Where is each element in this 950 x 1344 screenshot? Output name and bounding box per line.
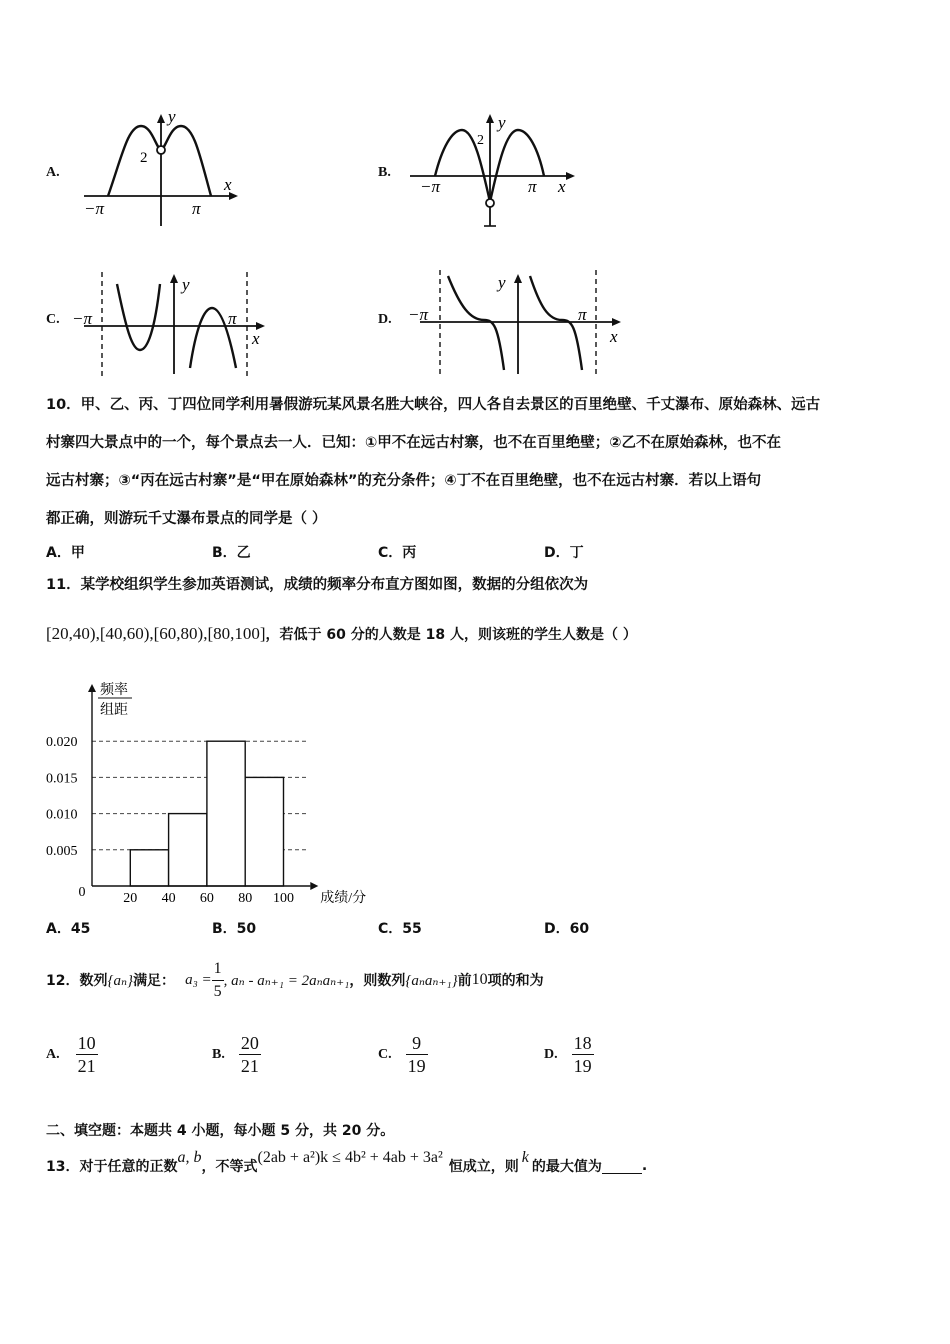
q12-option-c-label: C. (378, 1046, 392, 1062)
q12-prefix: 12．数列 (46, 973, 108, 989)
q12-seq2: {aₙaₙ₊₁} (405, 972, 458, 989)
q12-option-b-num: 20 (240, 1033, 259, 1053)
question-13 (46, 1146, 647, 1186)
bar (130, 850, 168, 886)
q10-option-b[interactable]: B．乙 (212, 545, 251, 561)
q12-mid: 满足： (133, 973, 176, 989)
y-label: y (182, 275, 190, 294)
q11-option-a[interactable]: A．45 (46, 921, 91, 937)
q12-option-a-frac (76, 1032, 98, 1077)
question-12 (46, 950, 544, 1010)
x-label: x (224, 175, 232, 194)
q10-option-c[interactable]: C．丙 (378, 545, 417, 561)
q12-option-b-frac (239, 1032, 261, 1077)
graph-d (404, 266, 634, 380)
bar (169, 814, 207, 886)
q12-option-b[interactable] (212, 1032, 261, 1077)
neg-pi-label: −π (408, 305, 428, 324)
q11-option-b[interactable]: B．50 (212, 921, 257, 937)
option-c-label: C. (46, 312, 60, 327)
q12-option-d-num: 18 (573, 1033, 592, 1053)
y-label-bottom: 组距 (100, 703, 128, 718)
q13-prefix: 13．对于任意的正数 (46, 1159, 178, 1175)
y-tick-label: 0.015 (46, 771, 78, 787)
q11-line-1: 11．某学校组织学生参加英语测试，成绩的频率分布直方图如图，数据的分组依次为 (46, 577, 589, 593)
y-arrow (170, 274, 178, 283)
q11-option-d[interactable]: D．60 (544, 921, 590, 937)
graph-b (400, 108, 585, 230)
x-tick-label: 40 (161, 891, 176, 906)
neg-pi-label: −π (84, 199, 104, 218)
x-tick-label: 60 (199, 891, 214, 906)
neg-pi-label: −π (420, 177, 440, 196)
q12-ten: 10 (471, 971, 488, 988)
left-curve (448, 276, 504, 370)
q12-option-c-frac (406, 1032, 428, 1077)
x-tick-label: 100 (273, 891, 294, 906)
x-arrow (612, 318, 621, 326)
q10-line-4: 都正确，则游玩千丈瀑布景点的同学是（ ） (46, 511, 327, 527)
q12-option-d-den: 19 (573, 1056, 592, 1076)
neg-pi-label: −π (72, 309, 92, 328)
open-point (157, 146, 165, 154)
q13-vars: a, b (177, 1149, 202, 1166)
q11-line-2 (46, 624, 637, 644)
q12-suffix-b: 项的和为 (487, 973, 544, 989)
q12-option-a-den: 21 (77, 1056, 96, 1076)
graph-a (78, 108, 248, 228)
q12-seq: {aₙ} (107, 972, 134, 989)
q12-option-d-frac (572, 1032, 594, 1077)
q13-mid: ，不等式 (201, 1159, 258, 1175)
x-label: x (558, 177, 566, 196)
pi-label: π (528, 177, 537, 196)
pi-label: π (578, 305, 587, 324)
q13-mid2: 恒成立，则 (448, 1159, 519, 1175)
y-label: y (168, 108, 176, 126)
y-arrow (486, 114, 494, 123)
curve (108, 126, 211, 196)
q11-intervals: [20,40),[40,60),[60,80),[80,100] (46, 624, 266, 643)
left-curve (117, 284, 160, 350)
q13-end: . (641, 1158, 648, 1174)
right-curve (530, 276, 582, 370)
q11-text: ，若低于 60 分的人数是 18 人，则该班的学生人数是（ ） (265, 627, 637, 643)
pi-label: π (228, 309, 237, 328)
x-label: x (252, 329, 260, 348)
q13-inequality: (2ab + a²)k ≤ 4b² + 4ab + 3a² (257, 1149, 443, 1166)
q13-k: k (521, 1149, 529, 1166)
q12-option-a[interactable] (46, 1032, 98, 1077)
q12-option-a-num: 10 (77, 1033, 96, 1053)
q12-option-c-num: 9 (406, 1032, 428, 1055)
y-label: y (498, 273, 506, 292)
q10-option-a[interactable]: A．甲 (46, 545, 85, 561)
q12-cond-frac (212, 958, 224, 1003)
q12-option-c[interactable] (378, 1032, 428, 1077)
q11-option-c[interactable]: C．55 (378, 921, 422, 937)
question-10 (46, 386, 916, 538)
y-tick-label: 0.005 (46, 843, 78, 859)
x-tick-label: 20 (123, 891, 138, 906)
two-label: 2 (140, 150, 148, 166)
q12-option-a-label: A. (46, 1046, 60, 1062)
y-tick-label: 0.010 (46, 807, 78, 823)
y-tick-label: 0.020 (46, 735, 78, 751)
open-point (486, 199, 494, 207)
q12-cond-rest: , aₙ - aₙ₊₁ = 2aₙaₙ₊₁ (223, 972, 350, 989)
q10-option-d[interactable]: D．丁 (544, 545, 584, 561)
x-label: 成绩/分 (320, 891, 367, 906)
y-arrow (88, 684, 96, 692)
x-tick-label: 80 (238, 891, 253, 906)
q10-line-2: 村寨四大景点中的一个，每个景点去一人．已知：①甲不在远古村寨，也不在百里绝壁；②乙不在原始森林，也不在 (46, 435, 782, 451)
y-label-top: 频率 (100, 683, 128, 698)
q12-option-d-label: D. (544, 1046, 558, 1062)
q10-line-1: 10．甲、乙、丙、丁四位同学利用暑假游玩某风景名胜大峡谷，四人各自去景区的百里绝壁、千丈瀑布、原始森林、远古 (46, 397, 821, 413)
q12-suffix-a: 前 (457, 973, 472, 989)
q12-option-b-label: B. (212, 1046, 225, 1062)
q10-line-3: 远古村寨；③“丙在远古村寨”是“甲在原始森林”的充分条件；④丁不在百里绝壁，也不在远古村寨．若以上语句 (46, 473, 762, 489)
x-label: x (610, 327, 618, 346)
q12-cond-num: 1 (212, 958, 224, 981)
y-arrow (157, 114, 165, 123)
y-label: y (498, 113, 506, 132)
q12-option-b-den: 21 (240, 1056, 259, 1076)
bar (245, 777, 283, 886)
x-arrow (310, 882, 318, 890)
q12-cond-den: 5 (213, 982, 222, 1000)
x-arrow (566, 172, 575, 180)
q13-suffix: 的最大值为 (531, 1159, 602, 1175)
histogram (44, 678, 374, 908)
pi-label: π (192, 199, 201, 218)
option-d-label: D. (378, 312, 392, 327)
graph-c (70, 268, 280, 380)
option-a-label: A. (46, 165, 60, 180)
option-b-label: B. (378, 165, 391, 180)
q12-option-d[interactable] (544, 1032, 594, 1077)
two-label: 2 (477, 133, 484, 148)
q12-cond-a3: a₃ = (185, 971, 212, 988)
y-arrow (514, 274, 522, 283)
origin-label: 0 (78, 885, 86, 900)
q12-option-c-den: 19 (407, 1056, 426, 1076)
q12-mid2: ，则数列 (349, 973, 406, 989)
answer-blank[interactable] (602, 1159, 642, 1174)
section-2-title: 二、填空题：本题共 4 小题，每小题 5 分，共 20 分。 (46, 1123, 395, 1139)
bar (207, 741, 245, 886)
